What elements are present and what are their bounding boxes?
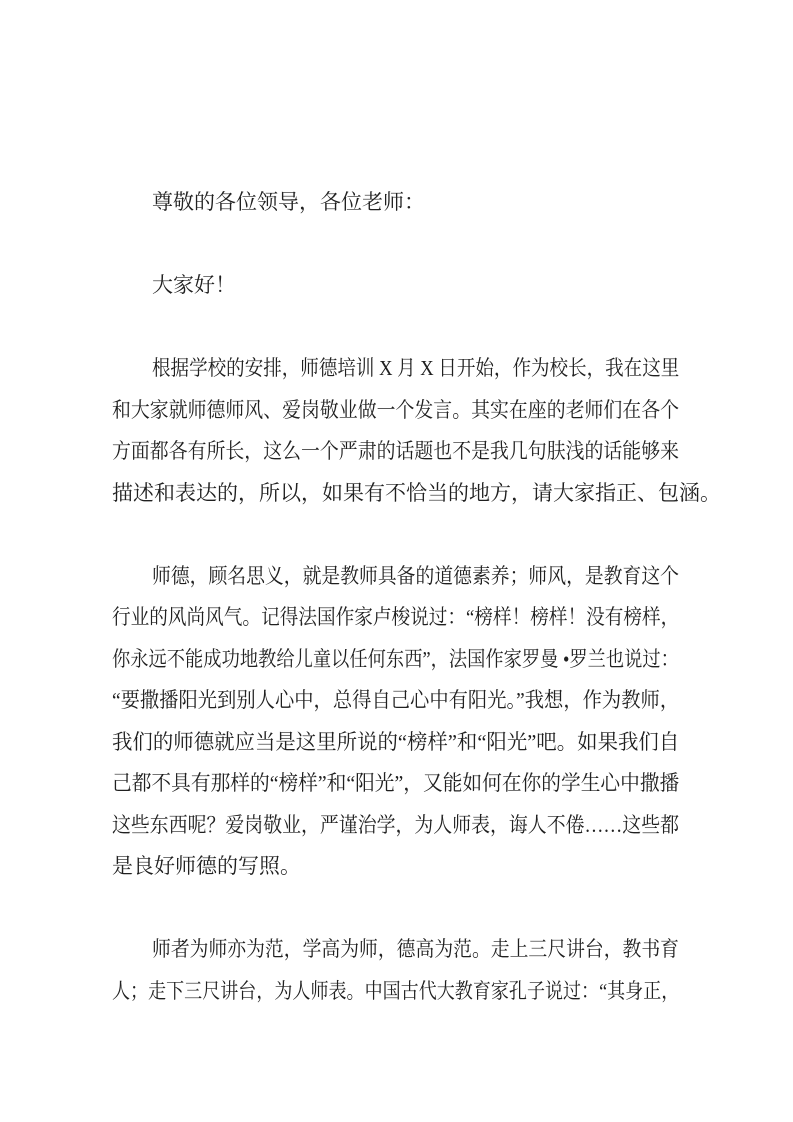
- text-line: [112, 680, 679, 722]
- text-line: [112, 348, 679, 390]
- text-line: [112, 805, 679, 847]
- text-line: [112, 556, 679, 598]
- text-line: [112, 597, 679, 639]
- text-line-content: 是良好师德的写照。: [112, 854, 301, 878]
- paragraph-body-2: [112, 556, 679, 888]
- text-line-content: 尊敬的各位领导，各位老师：: [152, 190, 425, 214]
- text-line-content: 己都不具有那样的“榜样”和“阳光”，又能如何在你的学生心中撒播: [112, 771, 680, 795]
- paragraph-body-1: [112, 348, 721, 514]
- text-line: [112, 846, 679, 888]
- text-line-content: 我们的师德就应当是这里所说的“榜样”和“阳光”吧。如果我们自: [112, 729, 680, 754]
- document-content: [112, 182, 721, 1054]
- text-line: [112, 971, 679, 1013]
- text-line-content: 这些东西呢？爱岗敬业，严谨治学，为人师表，诲人不倦……这些都: [112, 812, 679, 837]
- text-line-content: 你永远不能成功地教给儿童以任何东西”，法国作家罗曼 •罗兰也说过：: [112, 646, 679, 671]
- text-line: [112, 390, 679, 432]
- paragraph-greeting: [112, 265, 679, 307]
- text-line-content: 行业的风尚风气。记得法国作家卢梭说过：“榜样！榜样！没有榜样，: [112, 605, 680, 629]
- text-line-content: 大家好！: [152, 273, 236, 297]
- text-line: [112, 722, 679, 764]
- text-line: [112, 265, 679, 307]
- text-line-content: “要撒播阳光到别人心中，总得自己心中有阳光。”我想，作为教师，: [112, 688, 680, 712]
- text-line: [112, 639, 679, 681]
- paragraph-body-3: [112, 929, 679, 1012]
- text-line: [112, 929, 679, 971]
- text-line: [112, 182, 679, 224]
- text-line-content: 描述和表达的，所以，如果有不恰当的地方，请大家指正、包涵。: [112, 480, 721, 505]
- text-line-content: 根据学校的安排，师德培训 X 月 X 日开始，作为校长，我在这里: [152, 356, 680, 380]
- text-line-content: 人；走下三尺讲台，为人师表。中国古代大教育家孔子说过：“其身正，: [112, 978, 680, 1003]
- text-line-content: 师者为师亦为范，学高为师，德高为范。走上三尺讲台，教书育: [152, 937, 679, 961]
- text-line-content: 方面都各有所长，这么一个严肃的话题也不是我几句肤浅的话能够来: [112, 439, 679, 463]
- text-line-content: 师德，顾名思义，就是教师具备的道德素养；师风，是教育这个: [152, 563, 679, 588]
- paragraph-salutation: [112, 182, 679, 224]
- text-line: [112, 473, 721, 515]
- text-line-content: 和大家就师德师风、爱岗敬业做一个发言。其实在座的老师们在各个: [112, 397, 679, 422]
- text-line: [112, 431, 679, 473]
- text-line: [112, 763, 679, 805]
